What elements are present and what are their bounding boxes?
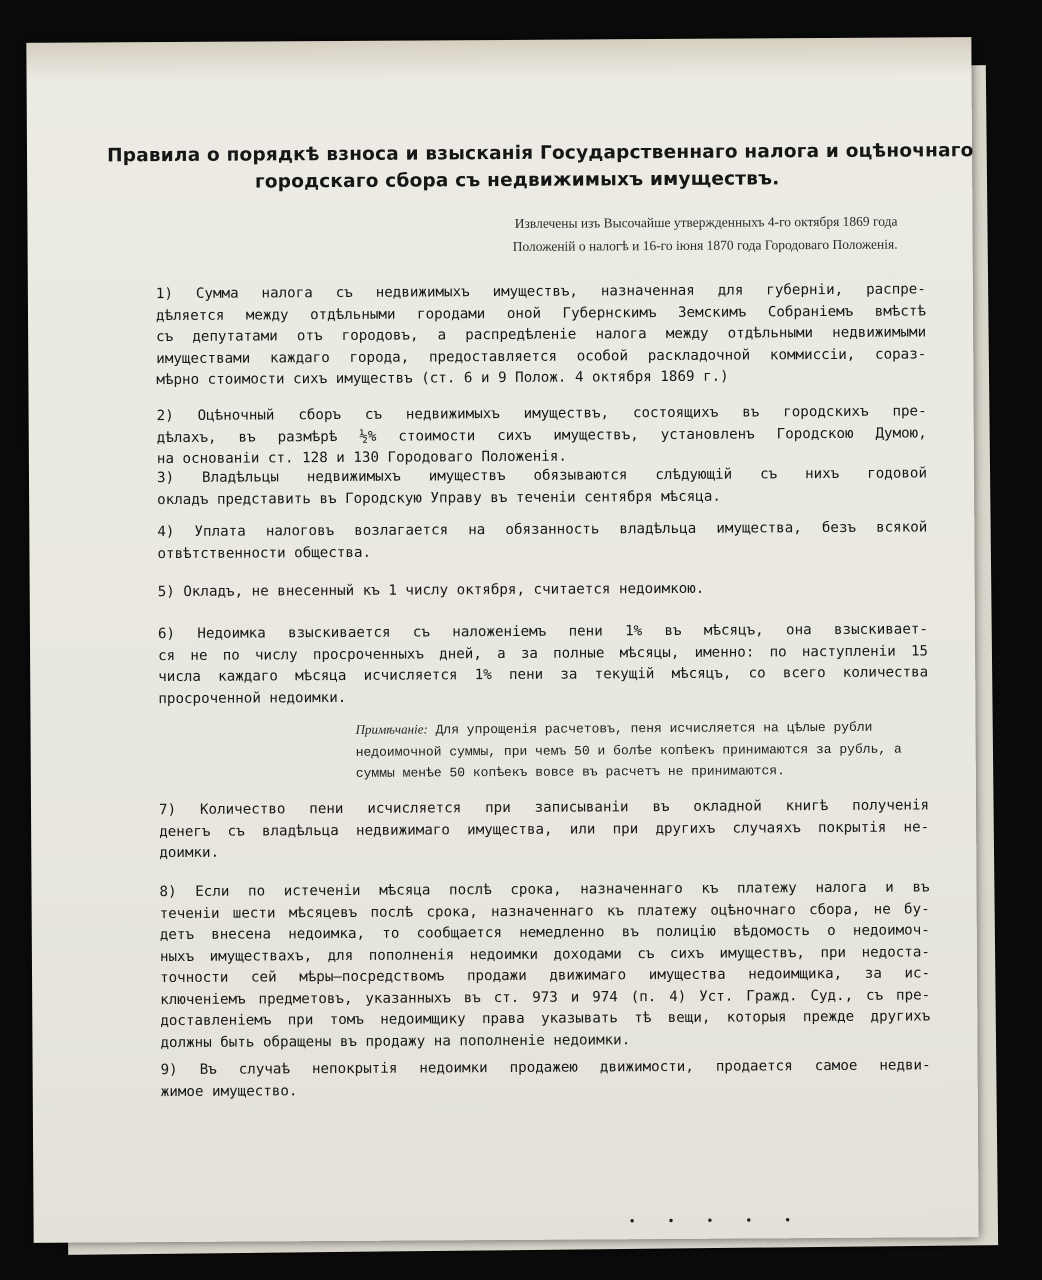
text-line: отвѣтственности общества.	[157, 544, 372, 562]
text-line: дѣлахъ, въ размѣрѣ ½% стоимости сихъ имуществъ, установленъ Городскою Думою,	[156, 424, 927, 446]
rule-3	[157, 463, 927, 511]
rule-9	[161, 1055, 931, 1103]
text-line: ключеніемъ предметовъ, указанныхъ въ ст. 973 и 974 (п. 4) Уст. Гражд. Суд., съ пре-	[160, 986, 931, 1008]
text-line: съ депутатами отъ городовъ, а распредѣленіе налога между отдѣльными недвижимыми	[156, 324, 927, 346]
document-title	[106, 137, 974, 196]
text-line: 1) Сумма налога съ недвижимыхъ имуществъ, назначенная для губерніи, распре-	[155, 281, 926, 303]
text-line: Для упрощенія расчетовъ, пеня исчисляется на цѣлые рубли	[427, 719, 873, 738]
source-line: Извлечены изъ Высочайше утвержденныхъ 4-го октября 1869 года	[514, 213, 898, 231]
text-line: 7) Количество пени исчисляется при записываніи въ окладной книгѣ полученія	[158, 797, 930, 819]
text-line: 9) Въ случаѣ непокрытія недоимки продажею движимости, продается самое недви-	[160, 1057, 931, 1079]
footnote-label: Примѣчаніе:	[355, 721, 428, 737]
title-line: городскаго сбора съ недвижимыхъ имуществъ.	[254, 168, 780, 193]
text-line: просроченной недоимки.	[158, 689, 347, 707]
text-line: денегъ съ владѣльца недвижимаго имущества, или при другихъ случаяхъ покрытія не-	[159, 818, 930, 840]
text-line: имуществами каждаго города, предоставляется особой раскладочной коммиссіи, сораз-	[156, 345, 927, 367]
text-line: 8) Если по истеченіи мѣсяца послѣ срока, назначеннаго къ платежу налога и въ	[159, 879, 930, 901]
text-line: доимки.	[159, 844, 220, 862]
text-line: числа каждаго мѣсяца исчисляется 1% пени за текущій мѣсяцъ, со всего количества	[158, 664, 929, 686]
text-line: мѣрно стоимости сихъ имуществъ (ст. 6 и 9 Полож. 4 октября 1869 г.)	[156, 368, 729, 389]
text-line: ся не по числу просроченныхъ дней, а за полные мѣсяцы, именно: по наступленіи 15	[158, 642, 929, 664]
text-line: на основаніи ст. 128 и 130 Городоваго Положенія.	[156, 448, 567, 468]
text-line: жимое имущество.	[160, 1082, 298, 1100]
document-page	[26, 37, 978, 1243]
text-line: 6) Недоимка взыскивается съ наложеніемъ пени 1% въ мѣсяцъ, она взыскивает-	[157, 621, 928, 643]
text-line: 4) Уплата налоговъ возлагается на обязанность владѣльца имущества, безъ всякой	[157, 519, 928, 541]
document-source-note	[217, 210, 897, 260]
rule-5	[158, 577, 928, 603]
text-line: недоимочной суммы, при чемъ 50 и болѣе копѣекъ принимаются за рубль, а	[355, 741, 902, 760]
text-line: теченіи шести мѣсяцевъ послѣ срока, назначеннаго къ платежу оцѣночнаго сбора, не бу-	[159, 900, 930, 922]
text-line: суммы менѣе 50 копѣекъ вовсе въ расчетъ не принимаются.	[355, 763, 785, 781]
text-line: 2) Оцѣночный сборъ съ недвижимыхъ имуществъ, состоящихъ въ городскихъ пре-	[156, 403, 927, 425]
text-line: окладъ представить въ Городскую Управу въ теченіи сентября мѣсяца.	[157, 488, 721, 508]
ink-specks: • • • • •	[628, 1213, 806, 1229]
rule-6	[158, 619, 929, 710]
text-line: 5) Окладъ, не внесенный къ 1 числу октября, считается недоимкою.	[157, 580, 705, 601]
footnote	[355, 715, 915, 784]
rule-2	[157, 401, 927, 470]
title-line: Правила о порядкѣ взноса и взысканія Государственнаго налога и оцѣночнаго	[106, 140, 974, 167]
rule-7	[159, 795, 929, 864]
rule-8	[159, 877, 930, 1054]
rule-1	[156, 279, 927, 391]
text-line: должны быть обращены въ продажу на пополненіе недоимки.	[160, 1031, 631, 1051]
rule-4	[157, 517, 927, 565]
text-line: доставленіемъ при томъ недоимщику права указывать тѣ вещи, которыя прежде другихъ	[160, 1008, 931, 1030]
source-line: Положеній о налогѣ и 16-го іюня 1870 года Городоваго Положенія.	[512, 236, 898, 254]
text-line: дѣляется между отдѣльными городами оной Губернскимъ Земскимъ Собраніемъ вмѣстѣ	[155, 302, 927, 324]
text-line: точности сей мѣры—посредствомъ продажи движимаго имущества недоимщика, за ис-	[160, 965, 931, 987]
text-line: ныхъ имуществахъ, для пополненія недоимки доходами съ сихъ имуществъ, при недоста-	[159, 943, 930, 965]
text-line: детъ внесена недоимка, то сообщается немедленно въ полицію вѣдомость о недоимоч-	[159, 922, 930, 944]
text-line: 3) Владѣльцы недвижимыхъ имуществъ обязываются слѣдующій съ нихъ годовой	[156, 465, 928, 487]
